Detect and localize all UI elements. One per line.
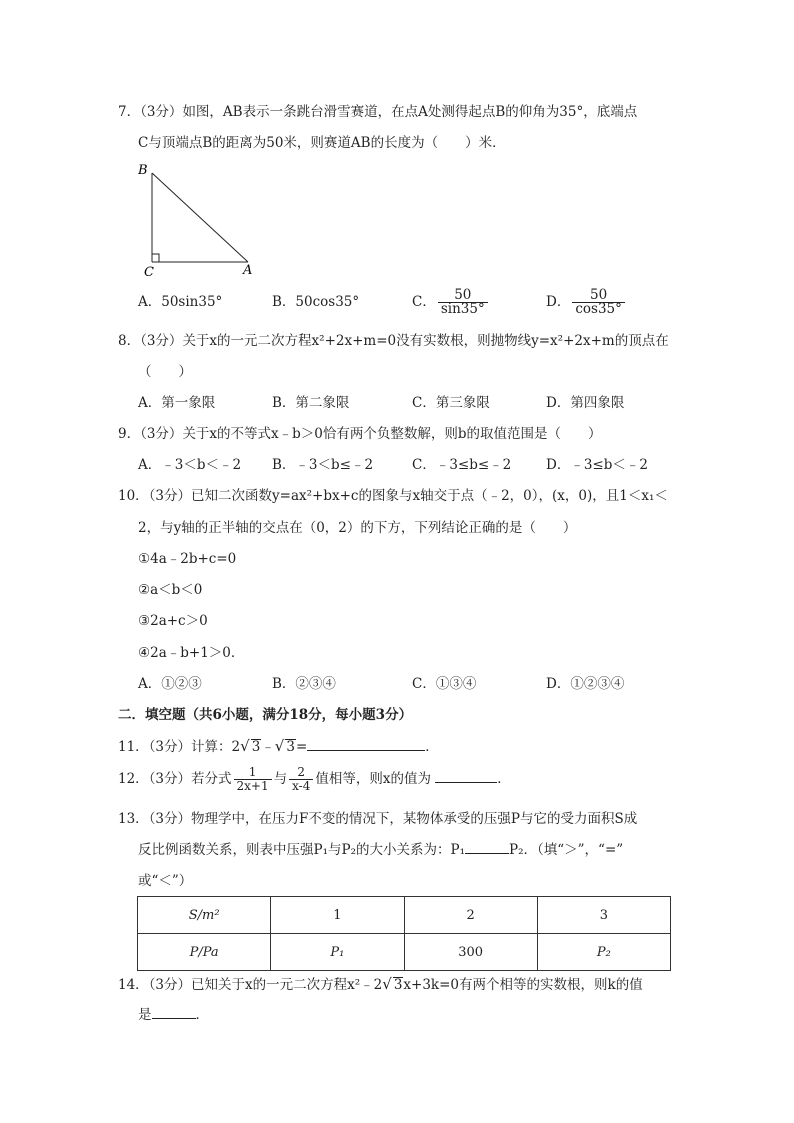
sqrt-icon: √ [274,737,285,755]
q9-option-b[interactable]: B．﹣3＜b≤﹣2 [272,457,374,473]
q13-number: 13． [118,811,149,827]
q10-statement-2: ②a＜b＜0 [138,582,203,598]
q9-number: 9． [118,426,141,442]
q14-line2 [138,1002,698,1028]
table-row [138,897,671,934]
q13-score: （3分） [148,811,192,827]
q7-line1 [118,99,678,125]
table-cell: 300 [404,934,537,971]
q8-text-2: （ ） [138,364,192,380]
q11-root-1: 3 [251,739,261,755]
table-cell: 1 [271,897,404,934]
q8-option-d[interactable]: D．第四象限 [546,395,625,411]
q12-number: 12． [118,771,149,787]
q14-answer-blank[interactable] [152,1002,196,1019]
q9-line1 [118,421,678,447]
q9-option-c[interactable]: C．﹣3≤b≤﹣2 [412,457,512,473]
q12-suffix: 值相等，则x的值为 [315,771,431,787]
q13-text-2b: P₂．（填“＞”，“=” [509,842,624,858]
q12-end: ． [497,771,511,787]
q12-answer-blank[interactable] [435,766,497,783]
q11-minus: ﹣ [261,739,275,755]
q8-option-b[interactable]: B．第二象限 [272,395,350,411]
q12-fraction-1-num: 1 [234,766,272,780]
q7-option-b[interactable]: B．50cos35° [272,294,360,310]
q10-option-b[interactable]: B．②③④ [272,676,336,692]
table-header-cell: P/Pa [138,934,271,971]
q10-statement-3: ③2a+c＞0 [138,613,208,629]
q14-text-2: 是 [138,1007,152,1023]
q7-option-d-num: 50 [572,289,625,303]
q13-text-3: 或“＜”） [138,873,193,889]
q13-answer-blank[interactable] [465,837,509,854]
label-b: B [138,163,148,178]
q10-score: （3分） [148,488,192,504]
q10-option-a[interactable]: A．①②③ [138,676,202,692]
q8-options [138,390,678,416]
q7-triangle-figure [138,158,268,283]
q11-equals: = [295,739,308,755]
q14-text-1b: x+3k=0有两个相等的实数根，则k的值 [403,977,643,993]
q12-fraction-1-den: 2x+1 [236,779,269,793]
q8-number: 8． [118,333,141,349]
q11-score: （3分） [148,739,192,755]
q12-fraction-2-den: x-4 [292,779,311,793]
q9-options [138,452,678,478]
q9-option-a[interactable]: A．﹣3＜b＜﹣2 [138,457,242,473]
q7-option-d-den: cos35° [575,301,622,317]
q12-fraction-2 [289,766,313,793]
q12-prefix: 若分式 [191,771,232,787]
q10-text-2: 2，与y轴的正半轴的交点在（0，2）的下方，下列结论正确的是（ ） [138,520,577,536]
q7-option-c[interactable] [412,289,490,316]
q13-text-2a: 反比例函数关系，则表中压强P₁与P₂的大小关系为：P₁ [138,842,465,858]
q14-root: 3 [393,977,403,993]
q8-line1 [118,328,678,354]
q7-number: 7． [118,104,141,120]
side-ab [152,173,248,262]
sqrt-icon: √ [382,975,392,993]
table-cell: 2 [404,897,537,934]
q12-fraction-2-num: 2 [289,766,313,780]
table-header-cell: S/m² [138,897,271,934]
q12-mid: 与 [273,771,288,787]
q10-option-c[interactable]: C．①③④ [412,676,477,692]
q11-prefix: 计算：2 [191,739,241,755]
q7-option-a[interactable]: A．50sin35° [138,294,223,310]
q13-pressure-table [137,896,671,971]
q8-text-1: 关于x的一元二次方程x²+2x+m=0没有实数根，则抛物线y=x²+2x+m的顶点在 [182,333,669,349]
q7-option-c-den: sin35° [440,301,485,317]
right-angle-mark [152,254,159,262]
q8-option-a[interactable]: A．第一象限 [138,395,216,411]
q7-text-1: 如图，AB表示一条跳台滑雪赛道，在点A处测得起点B的仰角为35°，底端点 [182,104,638,120]
q7-option-d-fraction [572,289,625,316]
q9-text-1: 关于x的不等式x﹣b＞0恰有两个负整数解，则b的取值范围是（ ） [182,426,602,442]
q10-line1 [118,483,678,509]
q7-options [138,289,678,315]
q10-options [138,671,678,697]
q7-option-d-label: D． [546,294,571,310]
q13-line2 [138,837,698,863]
q12-line [118,764,678,794]
q14-text-1a: 已知关于x的一元二次方程x²﹣2 [191,977,383,993]
q7-option-d[interactable] [546,289,627,316]
table-cell: P₂ [537,934,670,971]
q8-option-c[interactable]: C．第三象限 [412,395,490,411]
q12-fraction-1 [234,766,272,793]
q14-score: （3分） [148,977,192,993]
q12-score: （3分） [148,771,192,787]
q13-text-1: 物理学中，在压力F不变的情况下，某物体承受的压强P与它的受力面积S成 [191,811,638,827]
q9-option-d[interactable]: D．﹣3≤b＜﹣2 [546,457,648,473]
q14-line1 [118,971,678,998]
section-2-heading: 二．填空题（共6小题，满分18分，每小题3分） [118,707,413,723]
q7-option-c-label: C． [412,294,436,310]
q9-score: （3分） [140,426,183,442]
q14-end: ． [195,1007,209,1023]
q8-score: （3分） [140,333,183,349]
label-c: C [144,265,154,280]
q11-root-2: 3 [286,739,295,755]
q10-option-d[interactable]: D．①②③④ [546,676,625,692]
label-a: A [243,263,253,278]
q7-text-2: C与顶端点B的距离为50米，则赛道AB的长度为（ ）米． [138,135,506,151]
q11-answer-blank[interactable] [307,734,425,751]
q13-line1 [118,806,678,832]
table-row [138,934,671,971]
q10-statement-1: ①4a﹣2b+c=0 [138,551,237,567]
table-cell: P₁ [271,934,404,971]
q11-end: ． [425,739,439,755]
q14-number: 14． [118,977,149,993]
q10-statement-4: ④2a﹣b+1＞0． [138,645,245,661]
q7-option-c-num: 50 [438,289,488,303]
q10-number: 10． [118,488,149,504]
sqrt-icon: √ [240,737,250,755]
table-cell: 3 [537,897,670,934]
q11-number: 11． [118,739,149,755]
q7-score: （3分） [140,104,183,120]
q11-line [118,733,678,760]
q7-option-c-fraction [438,289,488,316]
q10-text-1: 已知二次函数y=ax²+bx+c的图象与x轴交于点（﹣2，0），(x，0)，且1＜x₁＜ [191,488,668,504]
